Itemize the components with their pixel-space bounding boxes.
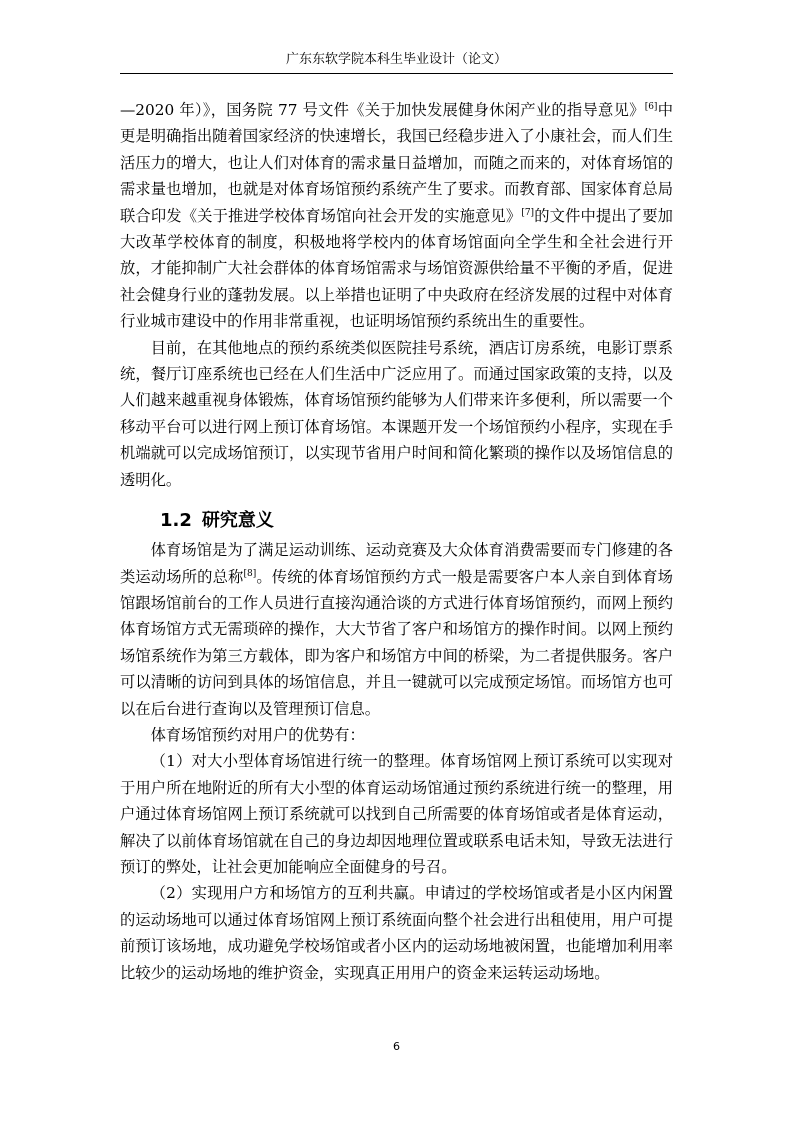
header-divider <box>120 73 673 74</box>
paragraph: 体育场馆是为了满足运动训练、运动竞赛及大众体育消费需要而专门修建的各类运动场所的总称[8]。传统的体育场馆预约方式一般是需要客户本人亲自到体育场馆跟场馆前台的工作人员进行直接沟通洽谈的方式进行体育场馆预约，而网上预约体育场馆方式无需琐碎的操作，大大节省了客户和场馆方的操作时间。以网上预约场馆系统作为第三方载体，即为客户和场馆方中间的桥梁，为二者提供服务。客户可以清晰的访问到具体的场馆信息，并且一键就可以完成预定场馆。而场馆方也可以在后台进行查询以及管理预订信息。 <box>120 541 673 718</box>
page-number: 6 <box>393 1040 400 1053</box>
citation-ref: [7] <box>521 207 535 218</box>
section-heading <box>120 507 673 535</box>
running-header: 广东东软学院本科生毕业设计（论文） <box>285 52 507 67</box>
paragraph: —2020 年）》，国务院 77 号文件《关于加快发展健身休闲产业的指导意见》[6]中更是明确指出随着国家经济的快速增长，我国已经稳步进入了小康社会，而人们生活压力的增大，也让人们对体育的需求量日益增加，而随之而来的，对体育场馆的需求量也增加，也就是对体育场馆预约系统产生了要求。而教育部、国家体育总局联合印发《关于推进学校体育场馆向社会开发的实施意见》[7]的文件中提出了要加大改革学校体育的制度，积极地将学校内的体育场馆面向全学生和全社会进行开放，才能抑制广大社会群体的体育场馆需求与场馆资源供给量不平衡的矛盾，促进社会健身行业的蓬勃发展。以上举措也证明了中央政府在经济发展的过程中对体育行业城市建设中的作用非常重视，也证明场馆预约系统出生的重要性。 <box>120 101 673 331</box>
list-item: （1）对大小型体育场馆进行统一的整理。体育场馆网上预订系统可以实现对于用户所在地附近的所有大小型的体育运动场馆通过预约系统进行统一的整理，用户通过体育场馆网上预订系统就可以找到自己所需要的体育场馆或者是体育运动，解决了以前体育场馆就在自己的身边却因地理位置或联系电话未知，导致无法进行预订的弊处，让社会更加能响应全面健身的号召。 <box>120 752 673 876</box>
paragraph: 目前，在其他地点的预约系统类似医院挂号系统，酒店订房系统，电影订票系统，餐厅订座系统也已经在人们生活中广泛应用了。而通过国家政策的支持，以及人们越来越重视身体锻炼，体育场馆预约能够为人们带来许多便利，所以需要一个移动平台可以进行网上预订体育场馆。本课题开发一个场馆预约小程序，实现在手机端就可以完成场馆预订，以实现节省用户时间和简化繁琐的操作以及场馆信息的透明化。 <box>120 338 673 489</box>
list-item: （2）实现用户方和场馆方的互利共赢。申请过的学校场馆或者是小区内闲置的运动场地可以通过体育场馆网上预订系统面向整个社会进行出租使用，用户可提前预订该场地，成功避免学校场馆或者小区内的运动场地被闲置，也能增加利用率比较少的运动场地的维护资金，实现真正用用户的资金来运转运动场地。 <box>120 884 673 982</box>
section-number: 1.2 <box>160 510 192 532</box>
paragraph: 体育场馆预约对用户的优势有： <box>150 725 365 744</box>
citation-ref: [6] <box>644 102 658 112</box>
section-title: 研究意义 <box>201 510 274 532</box>
document-body <box>120 97 673 986</box>
citation-ref: [8] <box>243 568 257 579</box>
